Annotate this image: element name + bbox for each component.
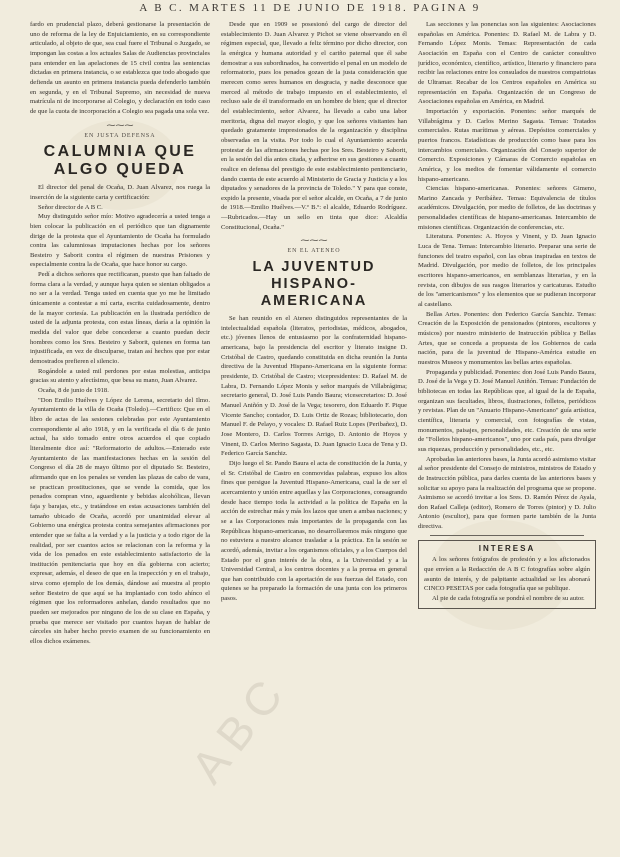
article-headline: LA JUVENTUD HISPANO-AMERICANA — [252, 259, 376, 310]
article-kicker: EN JUSTA DEFENSA — [84, 132, 156, 139]
column-left — [30, 20, 210, 850]
article-paragraph: Rogándole a usted mil perdones por estas molestias, anticipa gracias su atento y afectísimo, que besa su mano, Juan Alvarez. — [30, 367, 210, 385]
article-paragraph: Pedí a dichos señores que rectificaran, puesto que han faltado de forma clara a la verdad, y aunque haya quien se sientan obligados a no ser a la verdad. Tenga usted en cuenta que yo me he limitado únicamente a contestar a mí carta, escrita cuidadosamente, dentro de la mayor cortesía. La publicación en la ilustrada periódico de usted de la adjunta protesta, con estas líneas, daría a la opinión la medida del valor que debe concederse a cuanto puedan decir hombres como los Sres. Besteiro y Saborit, quienes en forma tan injustificada, en vez de disculparse, tratan así hechos que por estar demostrados prefieren el silencio. — [30, 271, 210, 366]
notice-paragraph: A los señores fotógrafos de profesión y a los aficionados que envíen a la Redacción de A B C fotografías sobre algún asunto de interés, y de palpitante actualidad se les abonará CINCO PESETAS por cada fotografía que se publique. — [424, 556, 590, 593]
notice-paragraph: Al pie de cada fotografía se pondrá el nombre de su autor. — [432, 595, 585, 603]
article-paragraph: Ciencias hispano-americanas. Ponentes: señores Gimeno, Marino Zancada y Peribáñez. Temas: Equivalencia de títulos académicos. Divulgación, por medio de folletos, de las doctrinas y personalidades científicas de hispano-americanas. Intercambio de misiones científicas. Organización de conferencias, etc. — [418, 185, 596, 231]
letter-salutation: Señor director de A B C. — [38, 203, 103, 211]
article-kicker: EN EL ATENEO — [287, 248, 341, 255]
page-header: A B C. MARTES 11 DE JUNIO DE 1918. PAGINA 9 — [139, 2, 481, 14]
divider — [430, 535, 584, 536]
section-ornament: ⁓⁓⁓ — [300, 235, 328, 246]
article-paragraph: Se han reunido en el Ateneo distinguidos representantes de la intelectualidad española (literatos, periodistas, médicos, abogados, etc.) jóvenes llenos de entusiasmo por la confraternidad hispano-americana, bajo la presidencia del escritor y literato insigne D. Cristóbal de Castro, quedando constituida en dicha reunión la Junta directiva de la Juventud Hispano-Americana en la siguiente forma: presidente, D. Cristóbal de Castro; vicepresidentes: D. Rafael M. de Labra, D. Fernando López Monis y señor marqués de Villabrágima; secretario general, D. José Luis Pando Baura; vicesecretarios: D. José Manuel Aniñón y D. José de la Vega; tesorero, don Eduardo F. Pique Vicente Sancho; contador, D. Luis Ortiz de Rozas; bibliotecario, don Manuel F. de Pelayo, y vocales: D. Rafael Ruiz Lopes (Peribañez), D. Jose Montero, D. Carlos Torrres Arrigo, D. Antonio de Hoyos y Vinent, D. Carlos Merino Sagasta, D. Juan Ignacio Luca de Tena y D. Federico García Sanchiz. — [221, 315, 407, 458]
article-paragraph: Literatura. Ponentes: A. Hoyos y Vinent, y D. Juan Ignacio Luca de Tena. Temas: Intercambio literario. Preparar una serie de funciones del teatro español, con las obras inspiradas en textos de Madrid. Divulgación, por medio de folletos, de los principales escritores hispano-americanos, en semblanzas literarias, y en la revista, con dibujos de sus rasgos literarios y caricaturas. Estudio de los "americanismos" y los elementos que se pudieran incorporar al castellano. — [418, 233, 596, 309]
article-paragraph: Aprobadas las anteriores bases, la Junta acordó asimismo visitar al señor presidente del Consejo de ministros, ministros de Estado y de Instrucción pública, para darles cuenta de las anteriores bases y solicitar su apoyo para la realización del programa que se propone. Asimismo se acordó invitar a los Sres. D. Ramón Pérez de Ayala, don Rafael Calleja (editor), Romero de Torres (pintor) y D. Julio Antonio (escultor), para que formen parte también de la Junta directiva. — [418, 455, 596, 531]
notice-title: INTERESA — [478, 543, 536, 553]
notice-box — [418, 540, 596, 609]
article-paragraph: Bellas Artes. Ponentes: don Federico García Sanchiz. Temas: Creación de la Exposición de pensionados (pintores, escultores y músicos) por nuestro ministerio de Instrucción pública y Bellas Artes, que se conceda a propuesta de los Gobiernos de cada nación, para de la juventud de Hispano-América estudie en nuestros Museos y monumentos las bellas artes españolas. — [418, 310, 596, 366]
article-paragraph: Las secciones y las ponencias son las siguientes: Asociaciones españolas en América. Ponentes: D. Rafael M. de Labra y D. Fernando López Monis. Temas: Representación de cada Asociación en España con el Centro de carácter consultivo jurídico, económico, científico, artístico, literario y financiero para recibir las relaciones entre los consulados de nuestros compatriotas de Ultramar. Recabar de los Centros españoles en América su representación en España. Organización de un Congreso de Asociaciones españolas en América, en Madrid. — [418, 21, 596, 106]
abc-watermark: ABC — [180, 662, 299, 793]
column-right — [418, 20, 596, 850]
article-paragraph: "Don Emilio Huélves y López de Lerena, secretario del Ilmo. Ayuntamiento de la villa de Ocaña (Toledo).—Certifico: Que en el libro de actas de las sesiones celebradas por este Ayuntamiento correspondiente al año 1918, y en la verificada el día 6 de junio actual, ha sido tomado entre otros acuerdos el que copiado literalmente dice así: "Reformatorio de adultos.—Enterado este Ayuntamiento de las manifestaciones hechas en la sesión del Congreso el día 28 de mayo último por el diputado Sr. Besteiro, afirmando que en los penales se venden las plazas de cabo de vara, se practican prostituciones, que se vende la comida, que los penados compran vino, aguardiente y bebidas alcohólicas, llevan faja y barajas, etc., y tratándose en estas acusaciones también del tamaño ubicado de Ocaña, acordó por unanimidad elevar al Gobierno una enérgica protesta contra semejantes afirmaciones por entender que se falta a la verdad y a la justicia y a todo rigor de la realidad, por ser cuantos actos se relacionan con la reforma y la vida de los penados en este establecimiento satisfactorio de la institución penitenciaria que hoy en día gobierna con acierto; expresar, además, el deseo de que en la inspección y en el trabajo, sirva como ejemplo de los demás, dándose así muestra al propio señor Besteiro de que aquí se ha implantado con todo ahínco el régimen que los reformadores anhelan, dando resultados que no pueden ser mejorados por ninguno de los de su clase en España, y prueba que merece ser visitado por cuantos hayan de hablar de cárceles sin haber hecho previo examen de su funcionamiento en ellos dichos exámenes. — [30, 396, 210, 646]
section-ornament: ⁓⁓⁓ — [106, 119, 134, 130]
article-paragraph: Desde que en 1909 se posesionó del cargo de director del establecimiento D. Juan Alvarez y Pichot se viene observando en él régimen especial, que, llevado a feliz término por dicho director, con la enérgica y humana autoridad y el cariño paternal que él sabe demostrar a sus subordinados, ha convertido el penal en un modelo de reformatorio, pues los penados gozan de la justa consideración que merecen como seres humanos en desgracia, y nadie desconoce que merced al método de trabajo impuesto en el establecimiento, el recluso sale de él transformado en un hombre de bien; que el director del establecimiento, señor Alvarez, ha llevado a cabo una labor meritoria, digna del mayor elogio, y que los señores visitantes han quedado gratamente impresionados de la organización y disciplina observadas en la visita. Por todo lo cual el Ayuntamiento acuerda protestar de las afirmaciones hechas por los Sres. Besteiro y Saborit, en la sesión del día antes citada, y adherirse en sus gestiones a cuanto realice en defensa del prestigio de este establecimiento penitenciario, dando cuenta de este acuerdo al Ministerio de Gracia y Justicia y a los diputados y senadores de la provincia de Toledo." Y para que conste, expido la presente, visada por el señor alcalde, en Ocaña, a 7 de junio de 1918.—Emilio Huélves.—V.º B.º: el alcalde, Eduardo Rodríguez.—Rubricados.—Hay un sello en tinta que dice: Alcaldía Constitucional, Ocaña." — [221, 21, 407, 231]
article-headline: CALUMNIA QUE ALGO QUEDA — [43, 143, 197, 179]
article-paragraph: Propaganda y publicidad. Ponentes: don José Luis Pando Baura, D. José de la Vega y D. José Manuel Aniñón. Temas: Fundación de bibliotecas en todas las Repúblicas que, al igual de la de España, organizan sus facultades, libros, ilustraciones, folletos, periódicos y revistas. Plan de un "Anuario Hispano-Americano" guía artística, científica, literaria y comercial, con fotografías de vistas, monumentos, paisajes, personalidades, etc. Creación de una serie de "Folletos hispano-americanos", uno por cada país, para divulgar sus riquezas, producción y personalidades, etc., etc. — [418, 368, 596, 453]
article-intro: El director del penal de Ocaña, D. Juan Alvarez, nos ruega la inserción de la siguiente carta y certificación: — [30, 184, 210, 201]
letter-dateline: Ocaña, 8 de junio de 1918. — [38, 387, 109, 394]
column-middle — [221, 20, 407, 850]
article-paragraph: Muy distinguido señor mío: Motivo agradecería a usted tenga a bien colocar la publicación en el periódico que tan dignamente dirige de la protesta que el Ayuntamiento de Ocaña ha formulado contra las calumniosas imputaciones hechas por los señores Besteiro y Saborit contra el régimen de nuestras Prisiones y especialmente contra la de Ocaña, que hace honor su cargo. — [30, 213, 210, 269]
article-paragraph: Importación y exportación. Ponentes: señor marqués de Villabrágima y D. Carlos Merino Sagasta. Temas: Tratados comerciales. Rutas marítimas y aéreas. Depósitos comerciales y puertos francos. Estadísticas de producción como base para los intercambios comerciales. Organización del Consejo superior de Comercio. Exposiciones y Cámaras de Comercio españolas en América, y los medios de fomentar válidamente el comercio hispano-americano. — [418, 107, 596, 183]
article-continuation: fardo en prudencial plazo, deberá gestionarse la presentación de uno de reforma de la ley de Enjuiciamiento, en su correspondiente articulado, al objeto de que, sea cual fuere el Tribunal o Juzgado, se impongan las costas a los actuales Salas de Audiencias provinciales para entender en las apelaciones de 15 civil contra las sentencias dictadas en primera instancia, o se establezca que todo abogado que defienda un asunto en primera instancia pueda defenderlo también en segunda, y en el Tribunal Supremo, sin necesidad de nueva matrícula ni de incorporarse al Colegio, y declaración en todo caso de que la cuota de incorporación a Colegio sea pagada una sola vez. — [30, 21, 210, 115]
article-paragraph: Dijo luego el Sr. Pando Baura el acta de constitución de la Junta, y el Sr. Cristóbal de Castro en conmovidas palabras, expuso los altos fines que persigue la Juventud Hispano-Americana, cual la de ser el acercamiento y unión entre aquellas y las Corporaciones, consagrando desde hace tiempo toda la actividad a la política de España en la acción de estrechar más y más los lazos que unen a ambas naciones; y se a las Corporaciones más importantes de la propaganda con las Repúblicas hispano-americanas, no desarrollaremos más ninguno que no estuviera a nuestro alcance trasladar a la práctica. En la sesión se acordó, además, invitar a los organismos oficiales, y a los Cuerpos del Estado por el gran interés de la obra, a la Universidad y a la Universidad Central, a los centros docentes y a la prensa en general que han contribuido con la aportación de sus fuerzas del Estado, con quienes se ha preparado la formación de una junta con los primeros pasos. — [221, 459, 407, 603]
